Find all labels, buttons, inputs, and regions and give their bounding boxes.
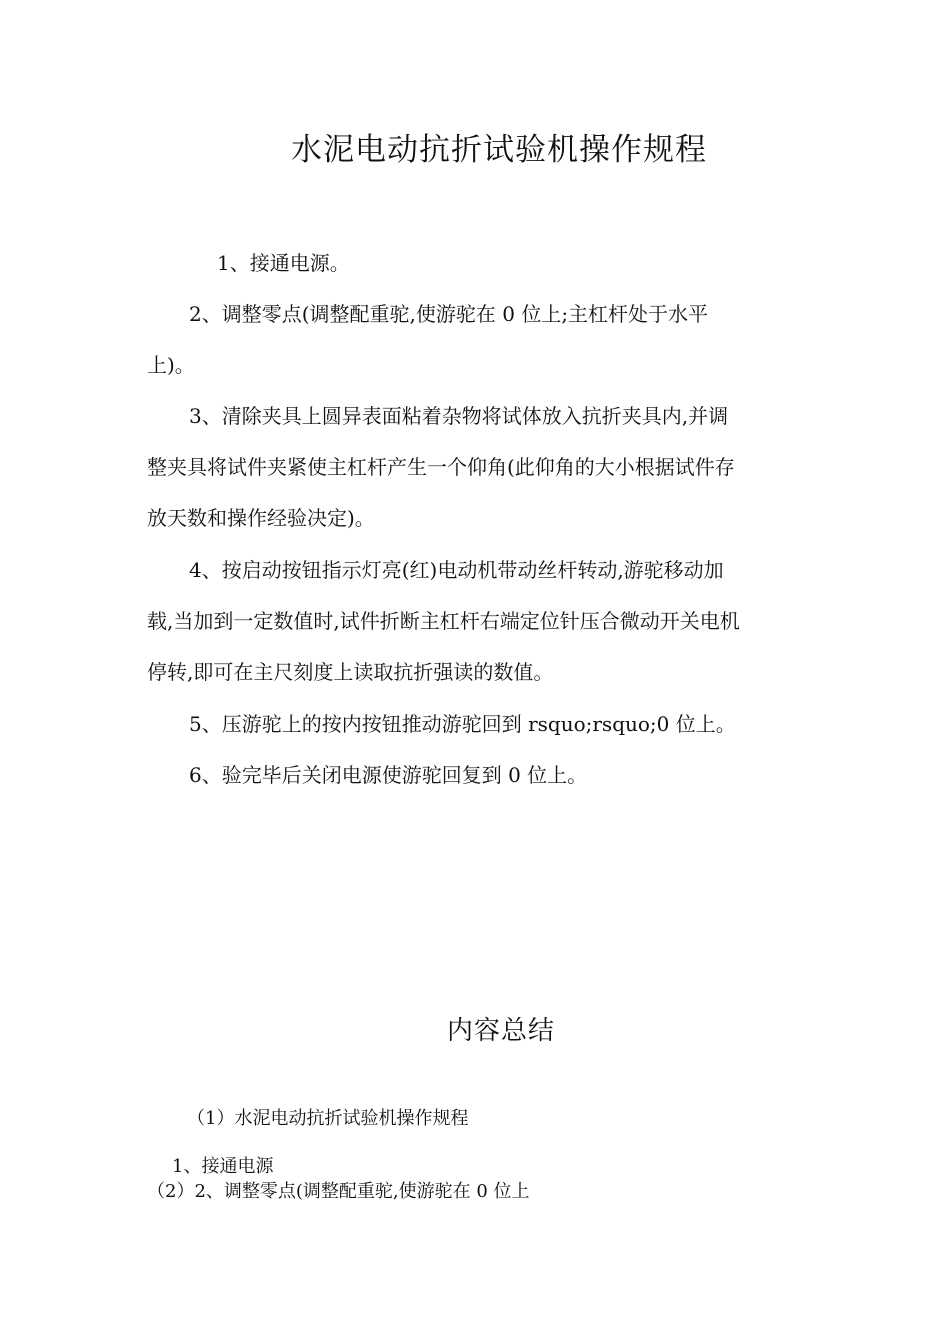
summary-item-2: 1、接通电源 [172, 1156, 274, 1177]
step-4-line-3: 停转,即可在主尺刻度上读取抗折强读的数值。 [147, 660, 554, 684]
summary-item-1: （1）水泥电动抗折试验机操作规程 [187, 1108, 469, 1129]
step-3-line-3: 放天数和操作经验决定)。 [147, 506, 375, 530]
step-3-line-1: 3、清除夹具上圆异表面粘着杂物将试体放入抗折夹具内,并调 [189, 404, 729, 428]
step-2-line-1: 2、调整零点(调整配重驼,使游驼在 0 位上;主杠杆处于水平 [189, 302, 709, 326]
summary-item-3: （2）2、调整零点(调整配重驼,使游驼在 0 位上 [147, 1181, 530, 1202]
document-title: 水泥电动抗折试验机操作规程 [291, 132, 707, 168]
step-1-line-1: 1、接通电源。 [217, 251, 350, 275]
step-6-line-1: 6、验完毕后关闭电源使游驼回复到 0 位上。 [189, 763, 588, 787]
step-3-line-2: 整夹具将试件夹紧使主杠杆产生一个仰角(此仰角的大小根据试件存 [147, 455, 735, 479]
step-2-line-2: 上)。 [147, 353, 195, 377]
step-5-line-1: 5、压游驼上的按内按钮推动游驼回到 rsquo;rsquo;0 位上。 [189, 712, 736, 736]
summary-title: 内容总结 [447, 1016, 556, 1046]
step-4-line-2: 载,当加到一定数值时,试件折断主杠杆右端定位针压合微动开关电机 [147, 609, 740, 633]
step-4-line-1: 4、按启动按钮指示灯亮(红)电动机带动丝杆转动,游驼移动加 [189, 558, 724, 582]
